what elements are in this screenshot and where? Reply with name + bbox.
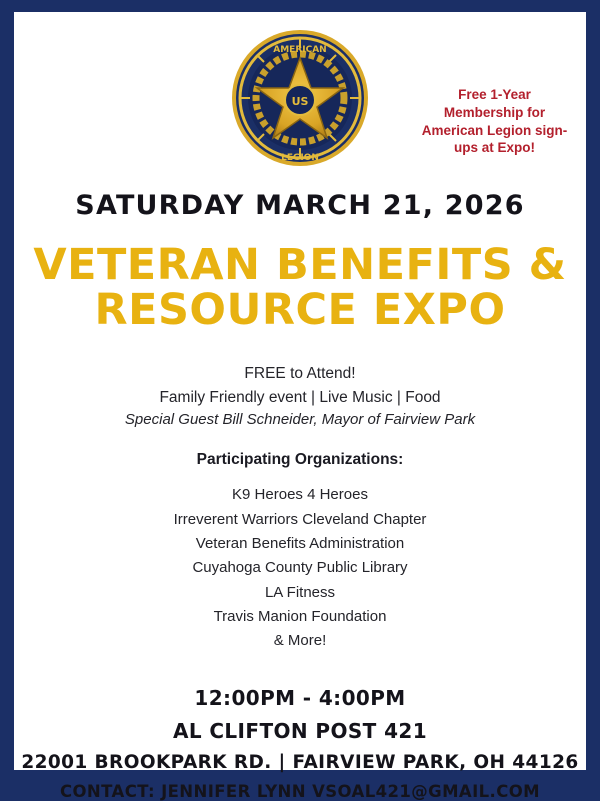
list-item: LA Fitness bbox=[264, 583, 336, 601]
event-footer bbox=[14, 686, 586, 801]
emblem-top-text: AMERICAN bbox=[273, 45, 327, 55]
detail-special-guest: Special Guest Bill Schneider, Mayor of Fairview Park bbox=[124, 410, 476, 428]
event-address: 22001 BROOKPARK RD. | FAIRVIEW PARK, OH 44126 bbox=[21, 751, 579, 773]
event-date: SATURDAY MARCH 21, 2026 bbox=[75, 190, 525, 221]
flyer-header bbox=[14, 12, 586, 172]
event-details bbox=[14, 362, 586, 431]
detail-activities: Family Friendly event | Live Music | Food bbox=[159, 388, 441, 406]
list-item: Cuyahoga County Public Library bbox=[192, 559, 408, 577]
list-item: Veteran Benefits Administration bbox=[195, 535, 405, 553]
event-time: 12:00PM - 4:00PM bbox=[194, 685, 406, 710]
detail-free-to-attend: FREE to Attend! bbox=[244, 365, 356, 383]
membership-promo-note: Free 1-Year Membership for American Legion sign-ups at Expo! bbox=[421, 87, 568, 156]
american-legion-emblem-icon bbox=[230, 28, 370, 168]
event-title-line-2: RESOURCE EXPO bbox=[94, 284, 506, 335]
list-item: Travis Manion Foundation bbox=[213, 607, 387, 625]
list-item: & More! bbox=[273, 632, 327, 650]
event-venue: AL CLIFTON POST 421 bbox=[172, 718, 428, 743]
organization-list bbox=[14, 483, 586, 653]
participating-organizations-heading: Participating Organizations: bbox=[196, 451, 404, 469]
event-contact: CONTACT: JENNIFER LYNN VSOAL421@GMAIL.COM bbox=[60, 781, 540, 801]
event-title-line-1: VETERAN BENEFITS & bbox=[33, 240, 567, 290]
emblem-center-text: US bbox=[291, 95, 309, 108]
list-item: Irreverent Warriors Cleveland Chapter bbox=[173, 510, 427, 528]
list-item: K9 Heroes 4 Heroes bbox=[232, 486, 368, 504]
emblem-bottom-text: LEGION bbox=[281, 153, 319, 163]
flyer-body bbox=[14, 12, 586, 801]
event-title bbox=[14, 240, 586, 335]
